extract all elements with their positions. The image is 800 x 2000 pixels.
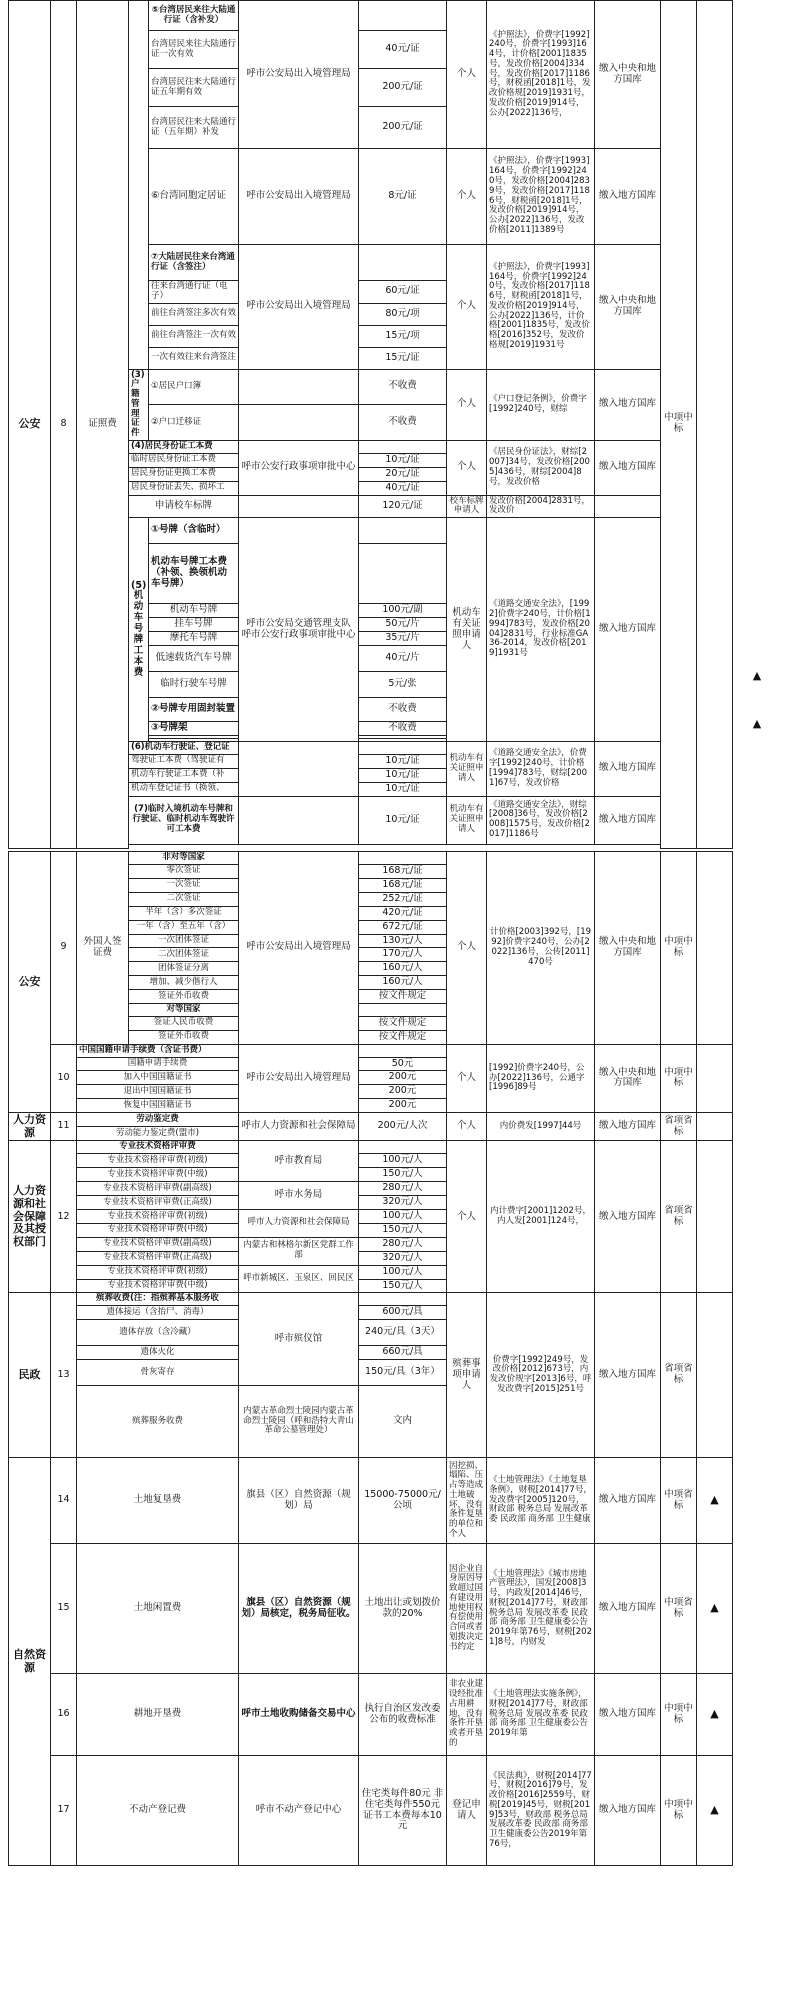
fee-subitem: ⑥台湾同胞定居证 — [149, 149, 239, 245]
payer: 因企业自身原因导致超过国有建设用地使用权有偿使用合同或者划拨决定书约定 — [447, 1544, 487, 1674]
fee-subitem: ③号牌架 — [149, 722, 239, 736]
key-mark-icon: ▲ — [752, 717, 762, 730]
fee-price: 672元/证 — [359, 920, 447, 934]
policy-basis: 《道路交通安全法》，价费字[1992]240号，计价格[1994]783号，财综[2001]67号，发改价格 — [487, 742, 595, 797]
funeral-fee-row: 遗体接运（含抬尸、消毒） — [77, 1306, 239, 1320]
fee-group-label: 申请校车标牌 — [129, 495, 239, 518]
review-fee-row: 专业技术资格评审费(副高级) — [77, 1237, 239, 1251]
fee-group-label: (5)机动车号牌工本费 — [129, 518, 149, 742]
fee-price — [359, 1004, 447, 1017]
fee-price: 土地出让或划拨价款的20% — [359, 1544, 447, 1674]
fee-subitem: 机动车号牌 — [149, 604, 239, 618]
fund-destination: 缴入中央和地方国库 — [595, 852, 661, 1045]
fee-price: 100元/人 — [359, 1154, 447, 1168]
fee-price: 10元/证 — [359, 796, 447, 844]
fee-price: 280元/人 — [359, 1237, 447, 1251]
fee-price: 200元/人次 — [359, 1113, 447, 1141]
management-level: 中项中标 — [661, 1044, 697, 1112]
fee-price: 420元/证 — [359, 906, 447, 920]
management-level: 中项省标 — [661, 1458, 697, 1544]
nationality-fee-row: 加入中国国籍证书 — [77, 1071, 239, 1085]
fee-price: 不收费 — [359, 722, 447, 736]
item-no: 9 — [51, 852, 77, 1045]
collecting-unit: 呼市公安局出入境管理局 — [239, 852, 359, 1045]
visa-fee-row: 半年（含）多次签证 — [129, 906, 239, 920]
collecting-unit: 呼市人力资源和社会保障局 — [239, 1113, 359, 1141]
key-mark-icon: ▲ — [752, 669, 762, 682]
fee-subitem: ①居民户口簿 — [149, 369, 239, 405]
fee-schedule-table-continued — [8, 851, 793, 1866]
fee-price: 130元/人 — [359, 934, 447, 948]
fee-price: 200元 — [359, 1071, 447, 1085]
payer: 个人 — [447, 852, 487, 1045]
review-fee-row: 专业技术资格评审费(正高级) — [77, 1196, 239, 1210]
fund-destination: 缴入地方国库 — [595, 1458, 661, 1544]
fee-price: 15000-75000元/公顷 — [359, 1458, 447, 1544]
visa-fee-row: 团体签证分离 — [129, 962, 239, 976]
fund-destination: 缴入地方国库 — [595, 796, 661, 844]
fee-price: 100元/人 — [359, 1209, 447, 1223]
visa-fee-row: 零次签证 — [129, 864, 239, 878]
visa-fee-row: 二次签证 — [129, 892, 239, 906]
management-level: 中项中标 — [661, 1756, 697, 1866]
fee-price: 文内 — [359, 1386, 447, 1458]
fee-subitem: 居民身份证更换工本费 — [129, 467, 239, 481]
collecting-unit: 旗县（区）自然资源（规划）局核定，税务局征收。 — [239, 1544, 359, 1674]
payer: 因挖损、塌陷、压占等造成土地破坏，没有条件复垦的单位和个人 — [447, 1458, 487, 1544]
fund-destination: 缴入地方国库 — [595, 518, 661, 742]
fund-destination: 缴入中央和地方国库 — [595, 245, 661, 370]
fee-price: 20元/证 — [359, 467, 447, 481]
management-level: 省项省标 — [661, 1113, 697, 1141]
key-mark-icon: ▲ — [697, 1674, 733, 1756]
item-name: 劳动鉴定费 — [77, 1113, 239, 1127]
dept-cell: 民政 — [9, 1293, 51, 1458]
fee-price: 160元/人 — [359, 962, 447, 976]
policy-basis: 计价格[2003]392号，[1992]价费字240号，公办[2022]136号，公传[2011]470号 — [487, 852, 595, 1045]
fee-subitem: ⑤台湾居民来往大陆通行证（含补发） — [149, 1, 239, 31]
fund-destination: 缴入地方国库 — [595, 1544, 661, 1674]
fee-price — [359, 1, 447, 31]
fee-subitem: ②户口迁移证 — [149, 405, 239, 441]
fee-subitem: 台湾居民来往大陆通行证一次有效 — [149, 31, 239, 69]
fund-destination: 缴入地方国库 — [595, 1141, 661, 1293]
policy-basis: 《道路交通安全法》，财综[2008]36号，发改价格[2008]1575号，发改价格[2017]1186号 — [487, 796, 595, 844]
key-mark-icon: ▲ — [697, 1458, 733, 1544]
payer: 个人 — [447, 1044, 487, 1112]
fee-price: 不收费 — [359, 698, 447, 722]
item-name: 不动产登记费 — [77, 1756, 239, 1866]
fee-price: 252元/证 — [359, 892, 447, 906]
fee-price: 660元/具 — [359, 1346, 447, 1360]
payer: 校车标牌申请人 — [447, 495, 487, 518]
fee-price: 不收费 — [359, 369, 447, 405]
fee-subitem: 机动车登记证书（换领、 — [129, 782, 239, 796]
fee-price: 200元 — [359, 1099, 447, 1113]
nationality-fee-row: 恢复中国国籍证书 — [77, 1099, 239, 1113]
item-name: 证照费 — [77, 1, 129, 849]
fee-price: 35元/片 — [359, 632, 447, 646]
fee-price: 200元/证 — [359, 69, 447, 107]
fee-subitem: 摩托车号牌 — [149, 632, 239, 646]
fee-subitem: 往来台湾通行证（电子） — [149, 281, 239, 304]
fee-price: 50元 — [359, 1057, 447, 1071]
fee-schedule-page — [8, 0, 792, 1866]
fee-price: 120元/证 — [359, 495, 447, 518]
policy-basis: 《土地管理法》《城市房地产管理法》，国发[2008]3号，内政发[2014]46号，财税[2014]77号，财政部 税务总局 发展改革委 民政部 商务部 卫生健康委公告2019年第76号，财税[2021]8号，内财发 — [487, 1544, 595, 1674]
payer: 机动车有关证照申请人 — [447, 518, 487, 742]
fee-subitem: 前往台湾签注多次有效 — [149, 303, 239, 325]
fee-price: 10元/证 — [359, 453, 447, 467]
policy-basis: 《户口登记条例》，价费字[1992]240号，财综 — [487, 369, 595, 440]
fee-price — [359, 518, 447, 544]
fee-price — [359, 544, 447, 604]
dept-cell: 人力资源和社会保障及其授权部门 — [9, 1141, 51, 1293]
review-fee-row: 专业技术资格评审费(初级) — [77, 1209, 239, 1223]
fee-subitem: 台湾居民往来大陆通行证五年期有效 — [149, 69, 239, 107]
fee-price: 5元/张 — [359, 672, 447, 698]
management-level: 省项省标 — [661, 1293, 697, 1458]
payer: 殡葬事项申请人 — [447, 1293, 487, 1458]
item-name: 耕地开垦费 — [77, 1674, 239, 1756]
payer: 非农业建设经批准占用耕地，没有条件开垦或者开垦的 — [447, 1674, 487, 1756]
visa-fee-row: 签证外币收费 — [129, 990, 239, 1004]
collecting-unit: 呼市教育局 — [239, 1141, 359, 1182]
fee-group-label: (3)户籍管理证件 — [129, 369, 149, 440]
fee-price — [359, 245, 447, 281]
visa-fee-row: 增加、减少偕行人 — [129, 976, 239, 990]
fee-subitem: 临时行驶车号牌 — [149, 672, 239, 698]
fee-price: 150元/人 — [359, 1223, 447, 1237]
fund-destination: 缴入地方国库 — [595, 742, 661, 797]
fund-destination: 缴入中央和地方国库 — [595, 1, 661, 149]
visa-fee-row: 一次签证 — [129, 878, 239, 892]
item-no: 17 — [51, 1756, 77, 1866]
fee-subitem: 驾驶证工本费（驾驶证有 — [129, 754, 239, 768]
fee-price: 168元/证 — [359, 864, 447, 878]
collecting-unit: 呼市公安局出入境管理局 — [239, 1044, 359, 1112]
fee-group-label: (7)临时入境机动车号牌和行驶证、临时机动车驾驶许可工本费 — [129, 796, 239, 844]
dept-cell: 人力资源 — [9, 1113, 51, 1141]
fund-destination: 缴入地方国库 — [595, 149, 661, 245]
fee-subitem: 挂车号牌 — [149, 618, 239, 632]
fee-subitem: 前往台湾签注一次有效 — [149, 325, 239, 347]
fee-schedule-table — [8, 0, 793, 851]
fee-price: 40元/证 — [359, 481, 447, 495]
collecting-unit: 呼市公安局出入境管理局 — [239, 245, 359, 370]
fee-subitem: 劳动能力鉴定费(盟市) — [77, 1127, 239, 1141]
collecting-unit: 呼市公安行政事项审批中心 — [239, 440, 359, 495]
item-name: 土地闲置费 — [77, 1544, 239, 1674]
fee-subitem: 机动车号牌工本费（补领、换领机动车号牌） — [149, 544, 239, 604]
fee-price: 100元/副 — [359, 604, 447, 618]
policy-basis: 《护照法》，价费字[1992]240号，价费字[1993]164号，计价格[2001]1835号，发改价格[2004]334号，发改价格[2017]1186号，财税函[2018]1号，发改价格规[2019]1931号，发改价格[2019]914号，公办[2022]136号， — [487, 1, 595, 149]
collecting-unit: 呼市公安局出入境管理局 — [239, 1, 359, 149]
fee-price: 8元/证 — [359, 149, 447, 245]
payer: 机动车有关证照申请人 — [447, 742, 487, 797]
policy-basis: 内价费发[1997]44号 — [487, 1113, 595, 1141]
funeral-service-fee: 殡葬服务收费 — [77, 1386, 239, 1458]
management-level: 中项中标 — [661, 1674, 697, 1756]
collecting-unit: 呼市土地收购储备交易中心 — [239, 1674, 359, 1756]
fee-price: 10元/证 — [359, 768, 447, 782]
policy-basis: 《护照法》，价费字[1993]164号，价费字[1992]240号，发改价格[2004]2839号，发改价格[2017]1186号，财税函[2018]1号，发改价格[2019]914号，公办[2022]136号，发改价格[2011]1389号 — [487, 149, 595, 245]
fee-price: 40元/证 — [359, 31, 447, 69]
review-fee-row: 专业技术资格评审费(正高级) — [77, 1251, 239, 1265]
item-no: 8 — [51, 1, 77, 849]
policy-basis: [1992]价费字240号，公办[2022]136号，公通字[1996]89号 — [487, 1044, 595, 1112]
management-level: 中项中标 — [661, 852, 697, 1045]
item-no: 11 — [51, 1113, 77, 1141]
fee-price: 15元/项 — [359, 325, 447, 347]
fee-price — [359, 852, 447, 865]
visa-fee-row: 二次团体签证 — [129, 948, 239, 962]
collecting-unit: 呼市殡仪馆 — [239, 1293, 359, 1386]
visa-fee-row: 一年（含）至五年（含） — [129, 920, 239, 934]
fee-subitem: 一次有效往来台湾签注 — [149, 347, 239, 369]
fee-price: 150元/人 — [359, 1279, 447, 1293]
fee-subitem: ②号牌专用固封装置 — [149, 698, 239, 722]
fee-price: 按文件规定 — [359, 1030, 447, 1044]
item-name: 外国人签证费 — [77, 852, 129, 1045]
fee-price: 280元/人 — [359, 1182, 447, 1196]
fee-price: 执行自治区发改委公布的收费标准 — [359, 1674, 447, 1756]
payer: 个人 — [447, 1113, 487, 1141]
fund-destination: 缴入地方国库 — [595, 1113, 661, 1141]
fee-subitem: 台湾居民往来大陆通行证（五年期）补发 — [149, 107, 239, 149]
collecting-unit: 内蒙古和林格尔新区党群工作部 — [239, 1237, 359, 1265]
fee-subitem: ⑦大陆居民往来台湾通行证（含签注） — [149, 245, 239, 281]
fee-price: 住宅类每件80元 非住宅类每件550元 证书工本费每本10元 — [359, 1756, 447, 1866]
fee-price: 168元/证 — [359, 878, 447, 892]
visa-fee-row: 签证外币收费 — [129, 1030, 239, 1044]
item-name: 专业技术资格评审费 — [77, 1141, 239, 1154]
visa-fee-row: 一次团体签证 — [129, 934, 239, 948]
payer: 个人 — [447, 369, 487, 440]
fee-price — [359, 1044, 447, 1057]
fee-price: 150元/人 — [359, 1168, 447, 1182]
visa-fee-row: 签证人民币收费 — [129, 1016, 239, 1030]
funeral-fee-row: 遗体火化 — [77, 1346, 239, 1360]
policy-basis: 发改价格[2004]2831号，发改价 — [487, 495, 595, 518]
payer: 个人 — [447, 1, 487, 149]
item-no: 15 — [51, 1544, 77, 1674]
collecting-unit: 呼市新城区、玉泉区、回民区 — [239, 1265, 359, 1293]
item-name: 土地复垦费 — [77, 1458, 239, 1544]
management-level: 中项省标 — [661, 1544, 697, 1674]
fund-destination: 缴入地方国库 — [595, 1293, 661, 1458]
management-level: 中项中标 — [661, 1, 697, 849]
fee-price: 200元/证 — [359, 107, 447, 149]
fee-group-label: (6)机动车行驶证、登记证 — [129, 742, 239, 755]
fee-subitem: 低速载货汽车号牌 — [149, 646, 239, 672]
policy-basis: 《土地管理法实施条例》，财税[2014]77号，财政部 税务总局 发展改革委 民政部 商务部 卫生健康委公告2019年第 — [487, 1674, 595, 1756]
fee-subitem: ①号牌（含临时） — [149, 518, 239, 544]
policy-basis: 《护照法》，价费字[1993]164号，价费字[1992]240号，发改价格[2017]1186号，财税函[2018]1号，发改价格[2019]914号，公办[2022]136号，计价格[2001]1835号，发改价格[2016]352号，发改价格规[2019]1931号 — [487, 245, 595, 370]
visa-fee-row: 对等国家 — [129, 1004, 239, 1017]
fund-destination: 缴入地方国库 — [595, 369, 661, 440]
management-level: 省项省标 — [661, 1141, 697, 1293]
policy-basis: 价费字[1992]249号，发改价格[2012]673号，内发改价规字[2013]6号，呼发改费字[2015]251号 — [487, 1293, 595, 1458]
review-fee-row: 专业技术资格评审费(副高级) — [77, 1182, 239, 1196]
review-fee-row: 专业技术资格评审费(初级) — [77, 1265, 239, 1279]
fee-subitem: 临时居民身份证工本费 — [129, 453, 239, 467]
fee-price: 160元/人 — [359, 976, 447, 990]
key-mark-icon: ▲ — [697, 1544, 733, 1674]
item-no: 16 — [51, 1674, 77, 1756]
review-fee-row: 专业技术资格评审费(中级) — [77, 1279, 239, 1293]
funeral-fee-row: 骨灰寄存 — [77, 1360, 239, 1386]
collecting-unit: 内蒙古革命烈士陵园内蒙古革命烈士陵园（呼和浩特大青山革命公墓管理处） — [239, 1386, 359, 1458]
visa-fee-row: 非对等国家 — [129, 852, 239, 865]
review-fee-row: 专业技术资格评审费(初级) — [77, 1154, 239, 1168]
nationality-fee-row: 中国国籍申请手续费（含证书费） — [77, 1044, 239, 1057]
fee-price: 60元/证 — [359, 281, 447, 304]
fee-price: 320元/人 — [359, 1251, 447, 1265]
fee-price: 200元 — [359, 1085, 447, 1099]
fee-price: 150元/具（3年） — [359, 1360, 447, 1386]
collecting-unit: 呼市公安局出入境管理局 — [239, 149, 359, 245]
review-fee-row: 专业技术资格评审费(中级) — [77, 1168, 239, 1182]
fee-price: 15元/证 — [359, 347, 447, 369]
policy-basis: 《道路交通安全法》，[1992]价费字240号，计价格[1994]783号，发改价格[2004]2831号，行业标准GA36-2014，发改价格[2019]1931号 — [487, 518, 595, 742]
item-name: 殡葬收费(注：指殡葬基本服务收 — [77, 1293, 239, 1306]
fee-price: 100元/人 — [359, 1265, 447, 1279]
funeral-fee-row: 遗体存放（含冷藏） — [77, 1320, 239, 1346]
fund-destination: 缴入地方国库 — [595, 1756, 661, 1866]
payer: 个人 — [447, 440, 487, 495]
dept-cell: 公安 — [9, 1, 51, 849]
item-no: 12 — [51, 1141, 77, 1293]
key-mark-icon: ▲ — [697, 1756, 733, 1866]
policy-basis: 《土地管理法》《土地复垦条例》，财税[2014]77号，发改费字[2005]120号，财政部 税务总局 发展改革委 民政部 商务部 卫生健康 — [487, 1458, 595, 1544]
fee-price: 50元/片 — [359, 618, 447, 632]
fee-price: 170元/人 — [359, 948, 447, 962]
policy-basis: 《居民身份证法》，财综[2007]34号，发改价格[2005]436号，财综[2004]8号，发改价格 — [487, 440, 595, 495]
section-8-marks — [739, 652, 775, 748]
fee-price: 按文件规定 — [359, 1016, 447, 1030]
nationality-fee-row: 国籍申请手续费 — [77, 1057, 239, 1071]
payer: 个人 — [447, 245, 487, 370]
dept-cell: 公安 — [9, 852, 51, 1113]
item-no: 14 — [51, 1458, 77, 1544]
item-no: 10 — [51, 1044, 77, 1112]
fund-destination: 缴入中央和地方国库 — [595, 1044, 661, 1112]
fee-subitem: 居民身份证丢失、损坏工 — [129, 481, 239, 495]
policy-basis: 《民法典》，财税[2014]77号，财税[2016]79号，发改价格[2016]2559号，财税[2019]45号，财税[2019]53号，财政部 税务总局 发展改革委 民政部 商务部 卫生健康委公告2019年第76号， — [487, 1756, 595, 1866]
fee-price: 600元/具 — [359, 1306, 447, 1320]
fund-destination: 缴入地方国库 — [595, 1674, 661, 1756]
payer: 登记申请人 — [447, 1756, 487, 1866]
fee-price: 320元/人 — [359, 1196, 447, 1210]
nationality-fee-row: 退出中国国籍证书 — [77, 1085, 239, 1099]
collecting-unit: 呼市不动产登记中心 — [239, 1756, 359, 1866]
fee-subitem: 机动车行驶证工本费（补 — [129, 768, 239, 782]
item-no: 13 — [51, 1293, 77, 1458]
collecting-unit: 旗县（区）自然资源（规划）局 — [239, 1458, 359, 1544]
fee-price: 80元/项 — [359, 303, 447, 325]
payer: 机动车有关证照申请人 — [447, 796, 487, 844]
payer: 个人 — [447, 149, 487, 245]
policy-basis: 内计费字[2001]1202号，内人发[2001]124号， — [487, 1141, 595, 1293]
fee-price: 10元/证 — [359, 782, 447, 796]
collecting-unit: 呼市水务局 — [239, 1182, 359, 1210]
fee-group-label: (4)居民身份证工本费 — [129, 440, 239, 453]
fee-price: 按文件规定 — [359, 990, 447, 1004]
fee-price: 40元/片 — [359, 646, 447, 672]
fee-price: 10元/证 — [359, 754, 447, 768]
collecting-unit: 呼市人力资源和社会保障局 — [239, 1209, 359, 1237]
fee-price: 240元/具（3天） — [359, 1320, 447, 1346]
fee-price: 不收费 — [359, 405, 447, 441]
collecting-unit: 呼市公安局交通管理支队 呼市公安行政事项审批中心 — [239, 518, 359, 742]
dept-cell: 自然资源 — [9, 1458, 51, 1866]
review-fee-row: 专业技术资格评审费(中级) — [77, 1223, 239, 1237]
payer: 个人 — [447, 1141, 487, 1293]
fund-destination: 缴入地方国库 — [595, 440, 661, 495]
